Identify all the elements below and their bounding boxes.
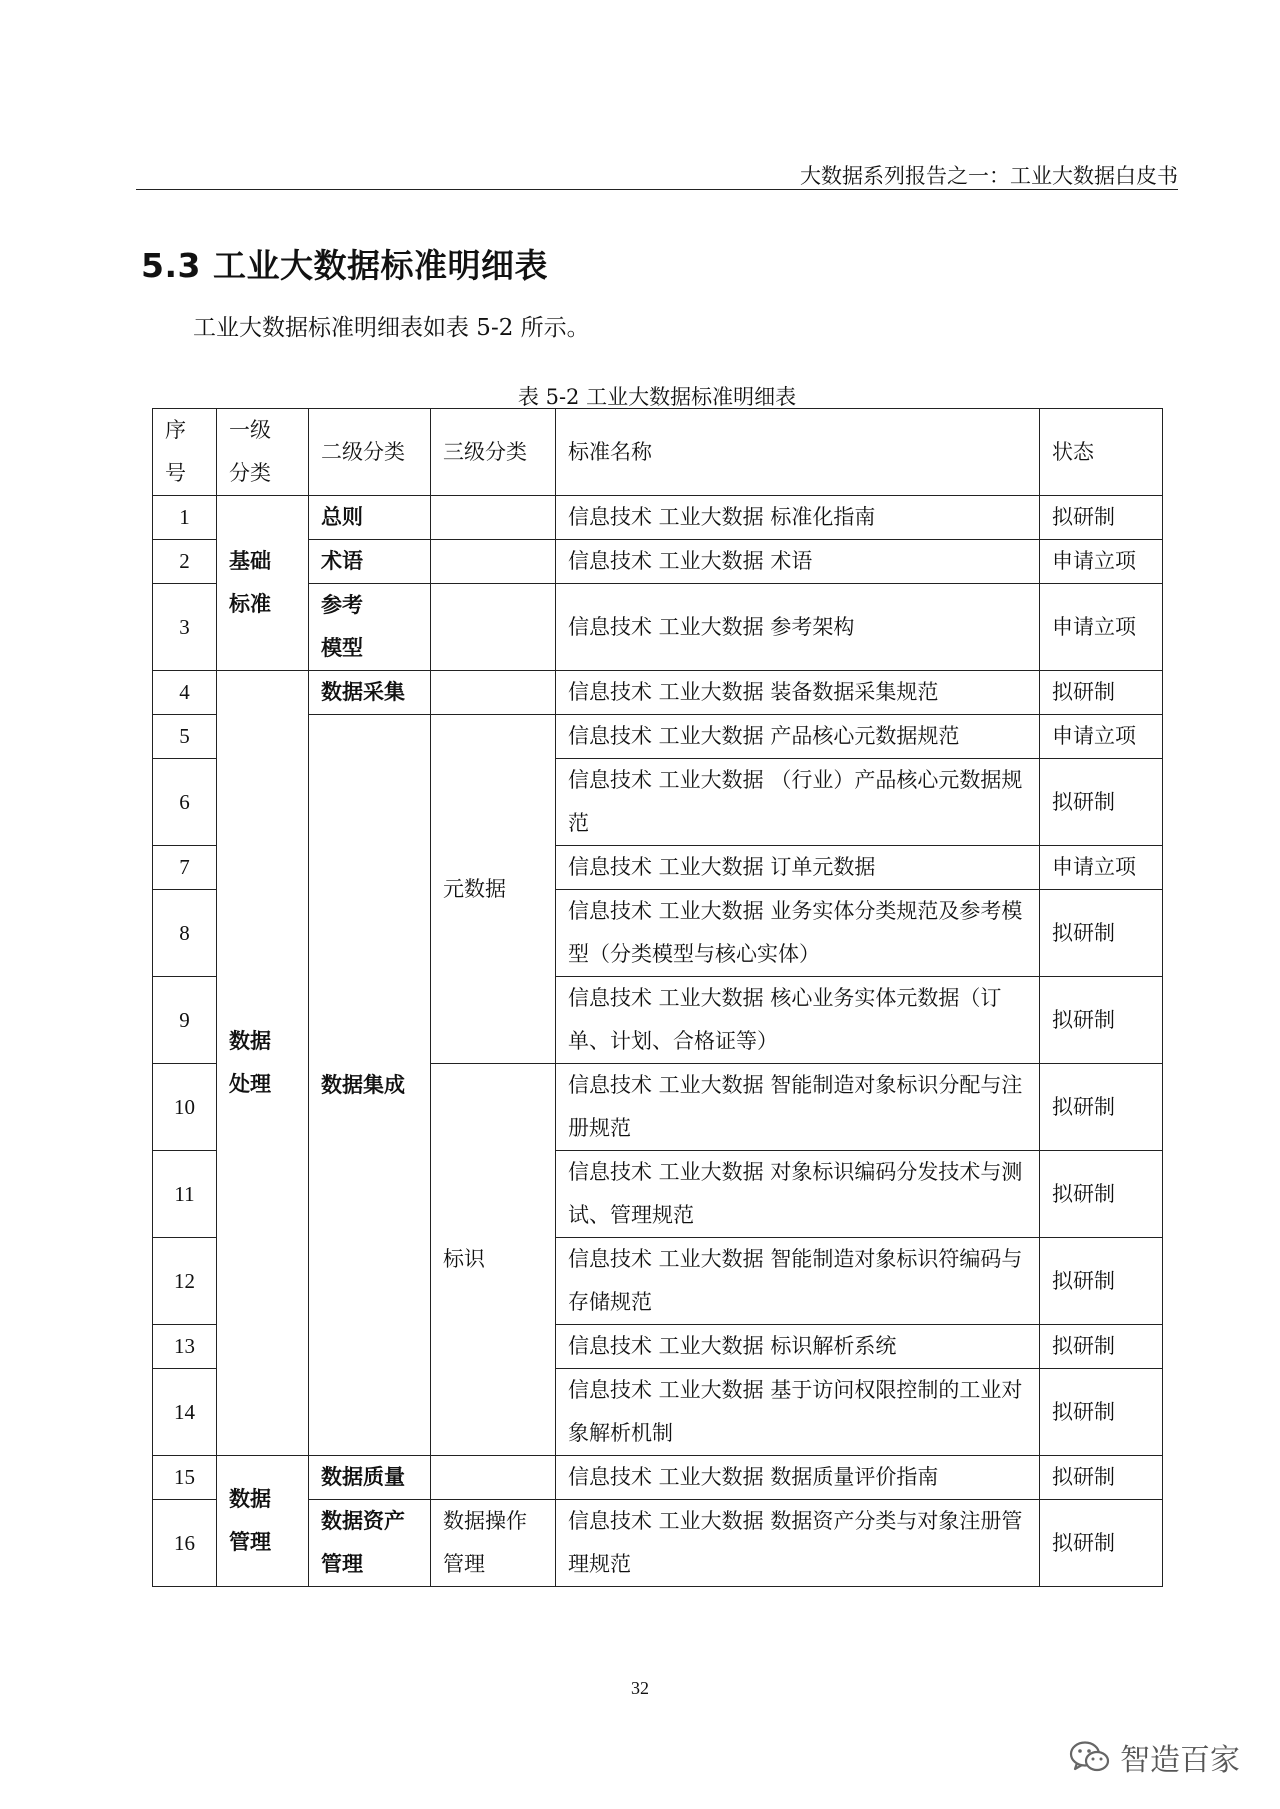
- table-caption: 表 5-2 工业大数据标准明细表: [517, 385, 797, 409]
- standard-name-cell: 信息技术 工业大数据 核心业务实体元数据（订单、计划、合格证等）: [556, 977, 1040, 1064]
- level3-empty-cell: [431, 496, 556, 540]
- standard-name-cell: 信息技术 工业大数据 对象标识编码分发技术与测试、管理规范: [556, 1151, 1040, 1238]
- watermark-label: 智造百家: [1120, 1743, 1240, 1778]
- standard-name-cell: 信息技术 工业大数据 参考架构: [556, 584, 1040, 671]
- status-cell: 拟研制: [1040, 977, 1163, 1064]
- standards-table: [152, 408, 1163, 1587]
- level3-cell-data-operation: 数据操作 管理: [431, 1500, 556, 1587]
- seq-cell: 9: [153, 977, 217, 1064]
- status-cell: 拟研制: [1040, 759, 1163, 846]
- header-rule: [136, 189, 1178, 190]
- header-status: 状态: [1040, 409, 1163, 496]
- level2-cell-integration: 数据集成: [309, 715, 431, 1456]
- wechat-logo-icon: [1068, 1739, 1112, 1775]
- level1-cell-processing: 数据 处理: [217, 671, 309, 1456]
- level2-cell: 参考 模型: [309, 584, 431, 671]
- standard-name-cell: 信息技术 工业大数据 智能制造对象标识分配与注册规范: [556, 1064, 1040, 1151]
- level2-cell: 总则: [309, 496, 431, 540]
- level1-cell-management: 数据 管理: [217, 1456, 309, 1587]
- standard-name-cell: 信息技术 工业大数据 数据资产分类与对象注册管理规范: [556, 1500, 1040, 1587]
- seq-cell: 5: [153, 715, 217, 759]
- level2-cell: 数据采集: [309, 671, 431, 715]
- level2-cell: 术语: [309, 540, 431, 584]
- status-cell: 拟研制: [1040, 1456, 1163, 1500]
- status-cell: 申请立项: [1040, 846, 1163, 890]
- seq-cell: 7: [153, 846, 217, 890]
- watermark: [1068, 1735, 1240, 1779]
- table-row: [153, 496, 1163, 540]
- seq-cell: 16: [153, 1500, 217, 1587]
- seq-cell: 6: [153, 759, 217, 846]
- level3-empty-cell: [431, 540, 556, 584]
- status-cell: 申请立项: [1040, 584, 1163, 671]
- level1-cell-basic: 基础 标准: [217, 496, 309, 671]
- status-cell: 拟研制: [1040, 1064, 1163, 1151]
- status-cell: 拟研制: [1040, 671, 1163, 715]
- standard-name-cell: 信息技术 工业大数据 标准化指南: [556, 496, 1040, 540]
- standard-name-cell: 信息技术 工业大数据 智能制造对象标识符编码与存储规范: [556, 1238, 1040, 1325]
- standard-name-cell: 信息技术 工业大数据 产品核心元数据规范: [556, 715, 1040, 759]
- section-title: 5.3 工业大数据标准明细表: [141, 246, 548, 285]
- seq-cell: 8: [153, 890, 217, 977]
- seq-cell: 2: [153, 540, 217, 584]
- seq-cell: 14: [153, 1369, 217, 1456]
- standard-name-cell: 信息技术 工业大数据 订单元数据: [556, 846, 1040, 890]
- status-cell: 拟研制: [1040, 496, 1163, 540]
- level3-cell-metadata: 元数据: [431, 715, 556, 1064]
- status-cell: 拟研制: [1040, 890, 1163, 977]
- seq-cell: 15: [153, 1456, 217, 1500]
- seq-cell: 4: [153, 671, 217, 715]
- seq-cell: 11: [153, 1151, 217, 1238]
- status-cell: 拟研制: [1040, 1500, 1163, 1587]
- status-cell: 申请立项: [1040, 715, 1163, 759]
- standard-name-cell: 信息技术 工业大数据 术语: [556, 540, 1040, 584]
- table-row: [153, 671, 1163, 715]
- header-standard-name: 标准名称: [556, 409, 1040, 496]
- seq-cell: 3: [153, 584, 217, 671]
- seq-cell: 13: [153, 1325, 217, 1369]
- header-level3: 三级分类: [431, 409, 556, 496]
- level3-empty-cell: [431, 671, 556, 715]
- seq-cell: 1: [153, 496, 217, 540]
- running-header: 大数据系列报告之一：工业大数据白皮书: [800, 164, 1178, 188]
- level3-cell-identifier: 标识: [431, 1064, 556, 1456]
- level3-empty-cell: [431, 1456, 556, 1500]
- header-level1: 一级 分类: [217, 409, 309, 496]
- status-cell: 申请立项: [1040, 540, 1163, 584]
- table-header-row: [153, 409, 1163, 496]
- status-cell: 拟研制: [1040, 1325, 1163, 1369]
- status-cell: 拟研制: [1040, 1151, 1163, 1238]
- status-cell: 拟研制: [1040, 1369, 1163, 1456]
- header-level2: 二级分类: [309, 409, 431, 496]
- standard-name-cell: 信息技术 工业大数据 标识解析系统: [556, 1325, 1040, 1369]
- status-cell: 拟研制: [1040, 1238, 1163, 1325]
- standard-name-cell: 信息技术 工业大数据 数据质量评价指南: [556, 1456, 1040, 1500]
- intro-paragraph: 工业大数据标准明细表如表 5-2 所示。: [193, 315, 590, 341]
- standard-name-cell: 信息技术 工业大数据 基于访问权限控制的工业对象解析机制: [556, 1369, 1040, 1456]
- header-seq: 序 号: [153, 409, 217, 496]
- level2-cell: 数据质量: [309, 1456, 431, 1500]
- seq-cell: 10: [153, 1064, 217, 1151]
- standard-name-cell: 信息技术 工业大数据 （行业）产品核心元数据规范: [556, 759, 1040, 846]
- standard-name-cell: 信息技术 工业大数据 业务实体分类规范及参考模型（分类模型与核心实体）: [556, 890, 1040, 977]
- page-number: 32: [631, 1678, 649, 1698]
- table-row: [153, 1456, 1163, 1500]
- standard-name-cell: 信息技术 工业大数据 装备数据采集规范: [556, 671, 1040, 715]
- level3-empty-cell: [431, 584, 556, 671]
- level2-cell: 数据资产 管理: [309, 1500, 431, 1587]
- seq-cell: 12: [153, 1238, 217, 1325]
